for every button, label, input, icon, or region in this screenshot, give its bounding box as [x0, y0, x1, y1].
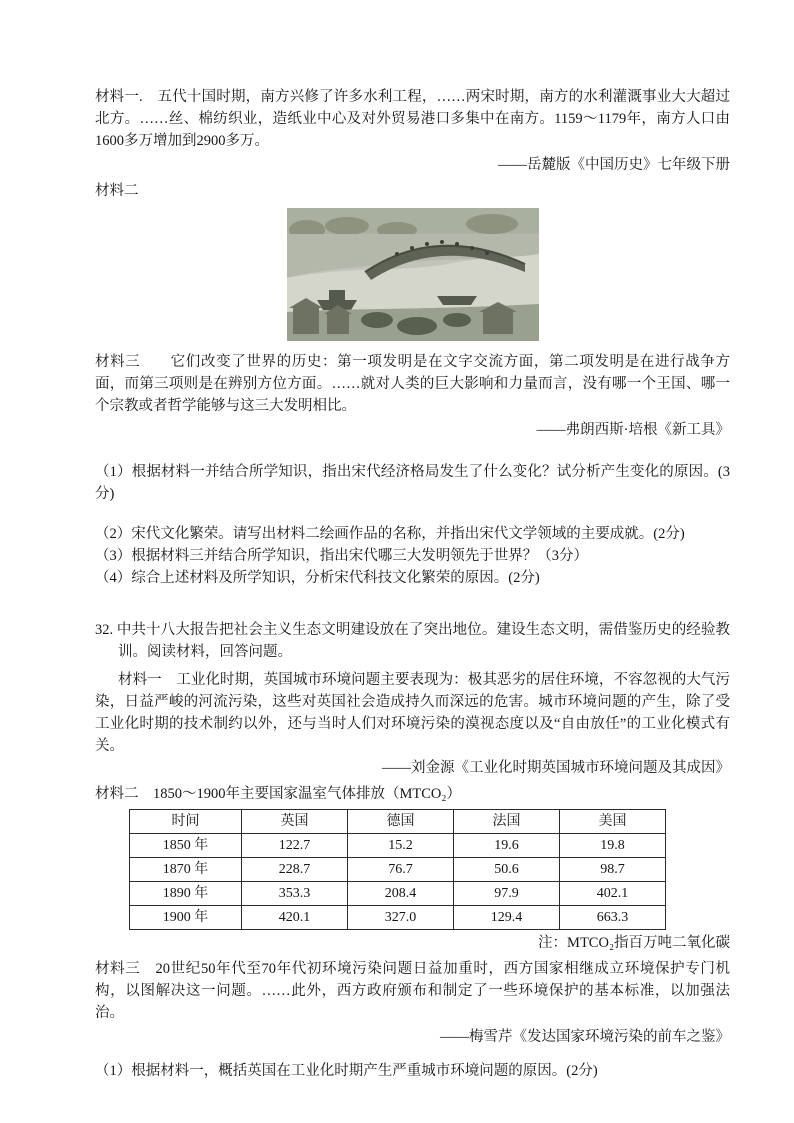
- table-cell: 98.7: [560, 858, 666, 882]
- table-row: [130, 858, 666, 882]
- q32-material3-source: ——梅雪芹《发达国家环境污染的前车之鉴》: [440, 1029, 730, 1045]
- table-cell: 1890 年: [130, 882, 242, 906]
- question-31-3: （3）根据材料三并结合所学知识，指出宋代哪三大发明领先于世界？（3分）: [95, 548, 588, 564]
- q32-material1-paragraph: 材料一 工业化时期，英国城市环境问题主要表现为：极其恶劣的居住环境，不容忽视的大气污染，日益严峻的河流污染，这些对英国社会造成持久而深远的危害。城市环境问题的产生，除了受工业化时期的技术制约以外，还与当时人们对环境污染的漠视态度以及“自由放任”的工业化模式有关。: [95, 672, 730, 754]
- question-31-2: （2）宋代文化繁荣。请写出材料二绘画作品的名称，并指出宋代文学领域的主要成就。(2分): [95, 526, 685, 542]
- section-question-32: [95, 619, 730, 1082]
- table-cell: 327.0: [348, 906, 454, 930]
- section-question-31: [95, 86, 730, 589]
- question-31-4: （4）综合上述材料及所学知识，分析宋代科技文化繁荣的原因。(2分): [95, 570, 540, 586]
- table-header-cell: 时间: [130, 810, 242, 834]
- table-row: [130, 834, 666, 858]
- qingming-scroll-painting-image: [287, 208, 539, 341]
- table-cell: 208.4: [348, 882, 454, 906]
- table-cell: 19.6: [454, 834, 560, 858]
- question-32-1: （1）根据材料一，概括英国在工业化时期产生严重城市环境问题的原因。(2分): [95, 1063, 598, 1079]
- table-cell: 122.7: [242, 834, 348, 858]
- table-cell: 1850 年: [130, 834, 242, 858]
- material3-paragraph: 材料三 它们改变了世界的历史：第一项发明是在文字交流方面，第二项发明是在进行战争方面，而第三项则是在辨别方位方面。……就对人类的巨大影响和力量而言，没有哪一个王国、哪一个宗教或者哲学能够与这三大发明相比。: [95, 354, 730, 414]
- table-header-row: [130, 810, 666, 834]
- table-cell: 663.3: [560, 906, 666, 930]
- q32-material3-paragraph: 材料三 20世纪50年代至70年代初环境污染问题日益加重时，西方国家相继成立环境保护专门机构，以图解决这一问题。……此外，西方政府颁布和制定了一些环境保护的基本标准，以加强法治。: [95, 961, 730, 1021]
- table-cell: 19.8: [560, 834, 666, 858]
- table-row: [130, 906, 666, 930]
- table-cell: 1870 年: [130, 858, 242, 882]
- q32-material2-title: 材料二 1850～1900年主要国家温室气体排放（MTCO₂）: [95, 786, 461, 802]
- material2-label: 材料二: [95, 183, 139, 199]
- table-cell: 353.3: [242, 882, 348, 906]
- table-header-cell: 英国: [242, 810, 348, 834]
- table-row: [130, 882, 666, 906]
- material2-figure: [95, 208, 730, 341]
- table-cell: 50.6: [454, 858, 560, 882]
- material1-paragraph: 材料一. 五代十国时期，南方兴修了许多水利工程，……两宋时期，南方的水利灌溉事业大大超过北方。……丝、棉纺织业，造纸业中心及对外贸易港口多集中在南方。1159～1179年，南方人口由1600多万增加到2900多万。: [95, 89, 730, 149]
- table-cell: 97.9: [454, 882, 560, 906]
- table-header-cell: 德国: [348, 810, 454, 834]
- table-cell: 129.4: [454, 906, 560, 930]
- table-cell: 1900 年: [130, 906, 242, 930]
- material3-source: ——弗朗西斯·培根《新工具》: [536, 422, 730, 438]
- table-cell: 420.1: [242, 906, 348, 930]
- table-cell: 15.2: [348, 834, 454, 858]
- question-31-1: （1）根据材料一并结合所学知识，指出宋代经济格局发生了什么变化？试分析产生变化的原因。(3分): [95, 464, 730, 502]
- table-cell: 76.7: [348, 858, 454, 882]
- table-cell: 228.7: [242, 858, 348, 882]
- emissions-table: [129, 809, 666, 930]
- table-cell: 402.1: [560, 882, 666, 906]
- table-note: 注：MTCO₂指百万吨二氧化碳: [538, 935, 730, 951]
- table-header-cell: 美国: [560, 810, 666, 834]
- q32-material1-source: ——刘金源《工业化时期英国城市环境问题及其成因》: [382, 760, 730, 776]
- material1-source: ——岳麓版《中国历史》七年级下册: [498, 157, 730, 173]
- question-32-intro: 32. 中共十八大报告把社会主义生态文明建设放在了突出地位。建设生态文明，需借鉴历史的经验教训。阅读材料，回答问题。: [95, 622, 730, 660]
- table-header-cell: 法国: [454, 810, 560, 834]
